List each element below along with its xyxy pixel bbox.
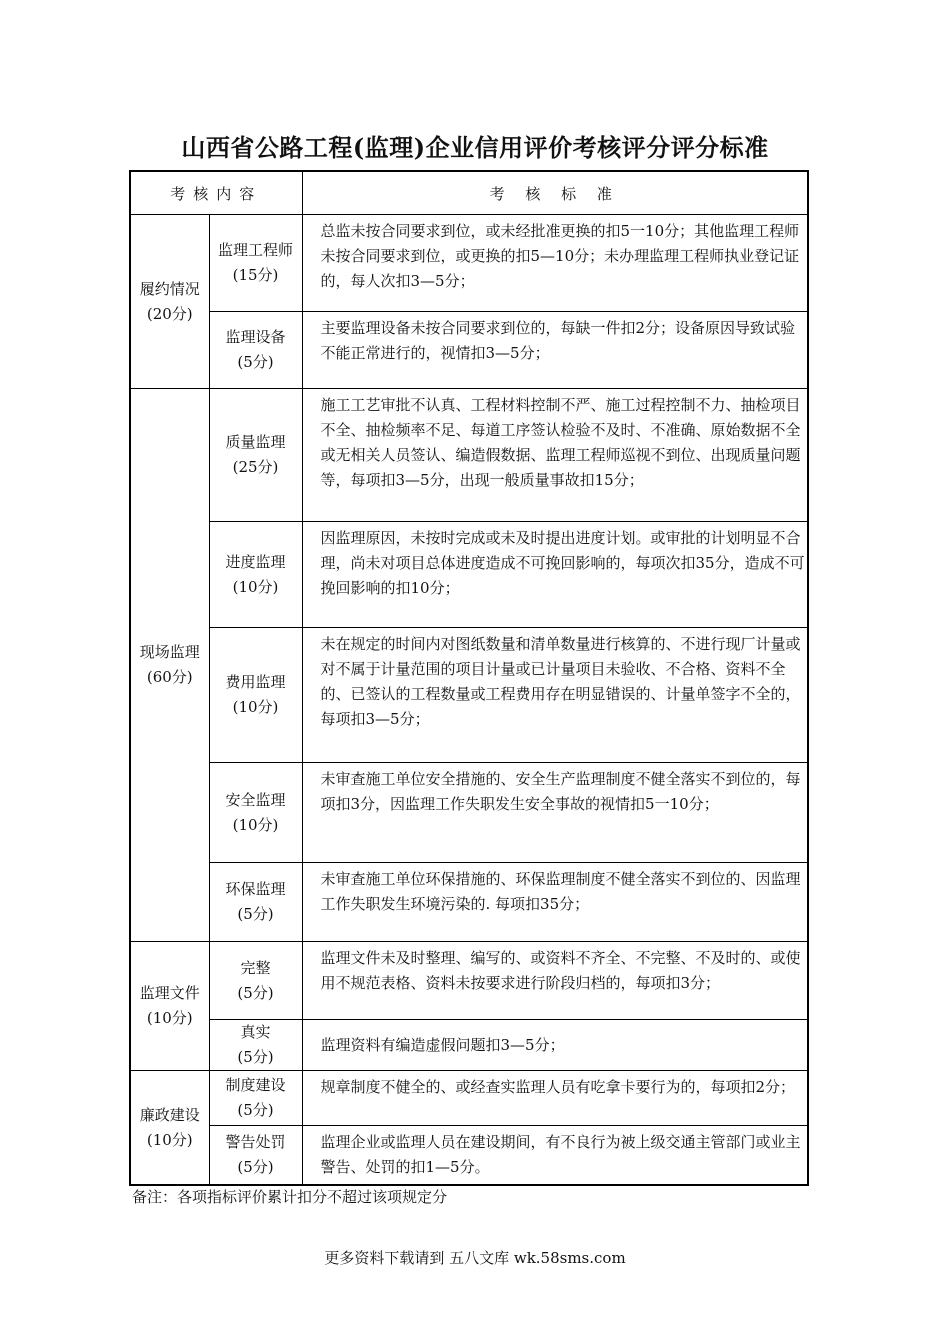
item-score: (5分) [237, 905, 274, 923]
table-row [130, 863, 808, 942]
item-name: 完整 [240, 958, 271, 977]
category-name: 现场监理 [139, 643, 200, 661]
criteria-text: 总监未按合同要求到位，或未经批准更换的扣5一10分；其他监理工程师未按合同要求到位，或更换的扣5—10分；未办理监理工程师执业登记证的，每人次扣3—5分； [302, 215, 808, 312]
item-score: (15分) [232, 266, 279, 284]
item-name: 安全监理 [225, 790, 286, 809]
criteria-text: 未审查施工单位安全措施的、安全生产监理制度不健全落实不到位的，每项扣3分，因监理工作失职发生安全事故的视情扣5一10分； [302, 763, 808, 863]
header-standard: 考 核 标 准 [302, 171, 808, 215]
category-score: (10分) [146, 1009, 193, 1027]
item-score: (5分) [237, 353, 274, 371]
item-cell [209, 863, 302, 942]
item-name: 真实 [240, 1023, 271, 1041]
item-cell [209, 312, 302, 389]
table-row [130, 215, 808, 312]
item-cell [209, 942, 302, 1020]
item-score: (25分) [232, 458, 279, 476]
item-score: (10分) [232, 698, 279, 716]
table-row [130, 1126, 808, 1186]
category-cell [130, 389, 209, 942]
criteria-text: 主要监理设备未按合同要求到位的，每缺一件扣2分；设备原因导致试验不能正常进行的，视情扣3—5分； [302, 312, 808, 389]
item-cell [209, 215, 302, 312]
item-score: (5分) [237, 1101, 274, 1119]
item-cell [209, 1071, 302, 1126]
category-name: 履约情况 [139, 279, 200, 298]
item-cell [209, 389, 302, 522]
scoring-standard-table [129, 170, 809, 1186]
table-row [130, 942, 808, 1020]
table-row [130, 1071, 808, 1126]
category-cell [130, 942, 209, 1071]
item-name: 进度监理 [225, 552, 286, 571]
note: 备注：各项指标评价累计扣分不超过该项规定分 [132, 1188, 448, 1206]
table-row [130, 522, 808, 628]
criteria-text: 监理文件未及时整理、编写的、或资料不齐全、不完整、不及时的、或使用不规范表格、资料未按要求进行阶段归档的，每项扣3分； [302, 942, 808, 1020]
item-cell [209, 1126, 302, 1186]
table-row [130, 389, 808, 522]
item-score: (5分) [237, 983, 274, 1002]
criteria-text: 监理企业或监理人员在建设期间，有不良行为被上级交通主管部门或业主警告、处罚的扣1—5分。 [302, 1126, 808, 1186]
table-row [130, 312, 808, 389]
item-name: 质量监理 [225, 433, 286, 451]
criteria-text: 施工工艺审批不认真、工程材料控制不严、施工过程控制不力、抽检项目不全、抽检频率不足、每道工序签认检验不及时、不准确、原始数据不全或无相关人员签认、编造假数据、监理工程师巡视不到位、出现质量问题等，每项扣3—5分，出现一般质量事故扣15分； [302, 389, 808, 522]
item-name: 费用监理 [225, 673, 286, 691]
item-score: (10分) [232, 815, 279, 834]
criteria-text: 未在规定的时间内对图纸数量和清单数量进行核算的、不进行现厂计量或对不属于计量范围的项目计量或已计量项目未验收、不合格、资料不全的、已签认的工程数量或工程费用存在明显错误的、计量单签字不全的，每项扣3—5分； [302, 628, 808, 763]
item-cell [209, 1020, 302, 1071]
table-header-row [130, 171, 808, 215]
page-title: 山西省公路工程(监理)企业信用评价考核评分评分标准 [181, 133, 769, 162]
criteria-text: 规章制度不健全的、或经查实监理人员有吃拿卡要行为的，每项扣2分； [302, 1071, 808, 1126]
item-score: (10分) [232, 577, 279, 596]
table-row [130, 763, 808, 863]
category-cell [130, 215, 209, 389]
item-name: 制度建设 [225, 1076, 286, 1094]
item-name: 监理工程师 [218, 241, 294, 259]
footer-link-text: 更多资料下载请到 五八文库 wk.58sms.com [324, 1249, 626, 1267]
category-name: 监理文件 [139, 984, 200, 1002]
item-cell [209, 763, 302, 863]
item-name: 警告处罚 [225, 1133, 286, 1151]
item-name: 监理设备 [225, 328, 286, 346]
table-row [130, 1020, 808, 1071]
category-name: 廉政建设 [139, 1105, 200, 1124]
table-row [130, 628, 808, 763]
item-cell [209, 522, 302, 628]
category-score: (20分) [146, 304, 193, 323]
category-score: (10分) [146, 1130, 193, 1149]
category-score: (60分) [146, 668, 193, 686]
criteria-text: 未审查施工单位环保措施的、环保监理制度不健全落实不到位的、因监理工作失职发生环境污染的. 每项扣35分； [302, 863, 808, 942]
item-name: 环保监理 [225, 880, 286, 898]
item-score: (5分) [237, 1158, 274, 1176]
item-cell [209, 628, 302, 763]
header-content: 考核内容 [130, 171, 302, 215]
criteria-text: 因监理原因，未按时完成或未及时提出进度计划。或审批的计划明显不合理，尚未对项目总体进度造成不可挽回影响的，每项次扣35分，造成不可挽回影响的扣10分； [302, 522, 808, 628]
category-cell [130, 1071, 209, 1186]
criteria-text: 监理资料有编造虚假问题扣3—5分； [302, 1020, 808, 1071]
item-score: (5分) [237, 1048, 274, 1066]
